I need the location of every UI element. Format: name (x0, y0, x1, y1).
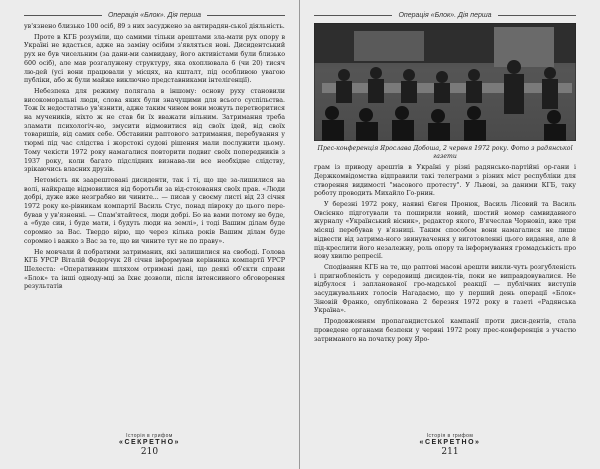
paragraph: Сподівання КГБ на те, що раптові масові арешти викли-чуть розгубленість і пригнобленість у середовищі дисиден-тів, поки не виправдовувалися. Не відбулося і запланованої гро-мадської реакції — публічних виступів засуджувальних голосів Нагадаємо, що у перший день операції «Блок» Зіновій Франко, опублікована 2 березня 1972 року в газеті «Радянська Україна». (314, 263, 576, 315)
paragraph: Небезпека для режиму полягала в іншому: основу руху становили високоморальні люди, слова яких були значущими для всього суспільства. Тож їх недостатньо ув'язнити, адже таким чином вони можуть перетворитися на мучеників, ніхто ж не став би їх вважати вільним. Затримання треба зламати психологіч-но, змусити відмовитися від своїх ідей, від своїх товаришів, від самих себе. Обставини раптового затримання, перебування у тюрмі під час слідства і жорстокі судові рішення мали послужити цьому. Тому чекісти 1972 року намагалися повторити подвиг своїх попередників з 1937 року, коли багато підслідних визнава-ли все необхідне слідству, зрікаючись власних друзів. (24, 87, 285, 174)
header-rule (207, 15, 285, 16)
paragraph: Проте в КГБ розуміли, що самими тільки арештами зла-мати рух опору в Україні не вдасться, адже на заміну осібим з'являться нові. Дисидентський рух не був чисельним (за дани-ми самвидаву, його активістами були близько 600 осіб), але мав розгалужену структуру, яка охоплювала 6 (чи 20) тисяч лю-дей (усі вони працювали у місцях, на кшталт, під особливою увагою публіки, або ж були майже виключно представниками інтелігенції). (24, 33, 285, 85)
press-conference-photo (314, 23, 576, 141)
paragraph: Нетомість як заарештовані дисиденти, так і ті, що ще за-лишилися на волі, найкраще відмовилися від боротьби за від-стоювання своїх прав. «Люди добрі, дуже вже незграбно ви чините... — писав у своєму листі від 23 січня 1972 року ке-рівникам компартії Василь Стус, понад півроку до цього пере-бував у ув'язненні. — Спам'ятайтеся, люди добрі. Бо на вами потому не буде, а «буде син, і буде мати, і будуть люди на землі», і тоді Вашим ділам буде соромно за Вас. Твердо вірю, що через кілька років Вашим ділам буде соромно і важко з Вас за те, що ви чините тут не по праву». (24, 176, 285, 245)
paragraph: Не мовчали й побратими затриманих, які залишилися на свободі. Голова КГБ УРСР Віталій Федорчук 28 січня інформував керівника компартії УРСР Шелеста: «Оперативним шляхом отримані дані, що деякі об'єкти справи «Блок» та інші одноду-мці за їхнє дозволи, після інтенсивного обговорення результатів (24, 248, 285, 291)
page-number: 211 (441, 447, 459, 457)
paragraph: Продовженням пропагандистської кампанії проти диси-дентів, стала проведене органами безпеки у червні 1972 року прес-конференція з участю затриманого на початку року Яро- (314, 318, 576, 343)
paragraph: ув'язнено близько 100 осіб, 89 з них засуджено за антирадян-ської діяльність. (24, 23, 285, 30)
running-head (314, 12, 576, 19)
series-stamp: «СЕКРЕТНО» (419, 439, 481, 446)
photo-illustration (314, 23, 576, 141)
right-page (300, 0, 600, 469)
photo-caption: Прес-конференція Ярослава Добоша, 2 червня 1972 року. Фото з радянської газети (317, 145, 573, 160)
page-number: 210 (140, 447, 159, 457)
header-rule (24, 15, 102, 16)
running-head (24, 12, 285, 19)
body-text (314, 164, 576, 344)
paragraph: У березні 1972 року, наявні Євген Пронюк, Василь Лісовий та Василь Овсієнко підготували та поширили новий, шостий номер самвидавного журналу «Український вісник», редактор якого, В'ячеслав Чорновіл, вже три місяці перебував у в'язниці. Таким способом вони намагалися не лише відвести від затрима-ного звинувачення у виготовленні цього видання, але й під-креслити його незалежну, роль опору та інформування громадськість про нову хвилю репресії. (314, 201, 576, 261)
paragraph: грам із приводу арештів в Україні у різні радянсько-партійні ор-гани і Держкомвідомства відправили такі телеграми з різних міст республіки для створення видимості "масового протесту". У Львові, за даними КГБ, таку роботу проводить Михайло Го-рнин. (314, 164, 576, 198)
series-title: Історія в грифом (426, 433, 474, 439)
page-footer (0, 433, 299, 457)
series-stamp: «СЕКРЕТНО» (119, 439, 180, 446)
running-head-title: Операція «Блок». Дія перша (398, 12, 492, 19)
header-rule (314, 15, 392, 16)
header-rule (498, 15, 576, 16)
page-footer (300, 433, 600, 457)
running-head-title: Операція «Блок». Дія перша (107, 12, 202, 19)
body-text (24, 23, 285, 292)
series-title: Історія в грифом (126, 433, 173, 439)
